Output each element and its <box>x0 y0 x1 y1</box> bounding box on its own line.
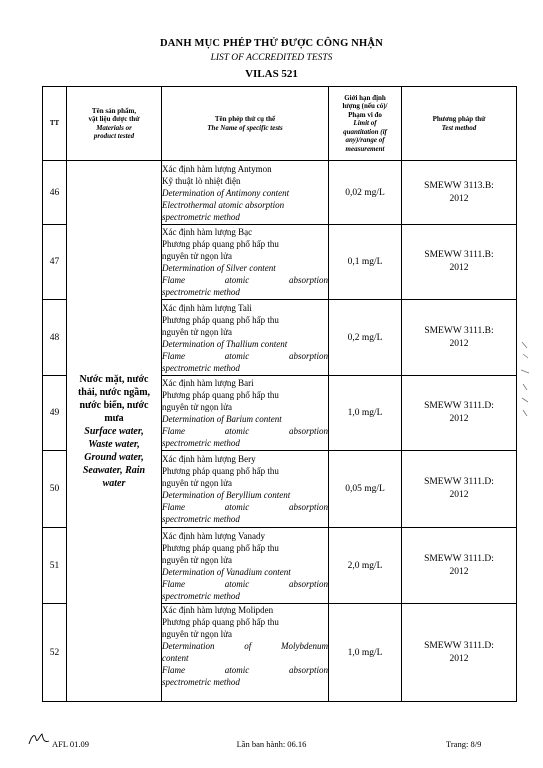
footer-issue: Lần ban hành: 06.16 <box>236 739 307 749</box>
row-number: 47 <box>43 225 67 300</box>
footer-form-code: AFL 01.09 <box>52 739 89 749</box>
col-header-limit: Giới hạn định lượng (nếu có)/ Phạm vi đo Limit of quantitation (if any)/range of measurement <box>329 87 402 161</box>
limit-cell: 0,02 mg/L <box>329 161 402 225</box>
col-header-product: Tên sản phẩm, vật liệu được thử Materials or product tested <box>67 87 162 161</box>
row-number: 52 <box>43 604 67 702</box>
footer-page-number: Trang: 8/9 <box>446 739 482 749</box>
test-name-cell: Xác định hàm lượng Antymon Kỹ thuật lò nhiệt điện Determination of Antimony content Electrothermal atomic absorption spectrometric method <box>162 161 329 225</box>
test-name-cell: Xác định hàm lượng Bạc Phương pháp quang phổ hấp thu nguyên tử ngọn lửa Determination of Silver content Flame atomic absorption spectrometric method <box>162 225 329 300</box>
vilas-code: VILAS 521 <box>245 68 298 80</box>
test-name-cell: Xác định hàm lượng Bery Phương pháp quang phổ hấp thu nguyên tử ngọn lửa Determination of Beryllium content Flame atomic absorption spectrometric method <box>162 451 329 528</box>
row-number: 48 <box>43 300 67 376</box>
table-header-row <box>43 87 517 161</box>
accredited-tests-table <box>42 86 517 702</box>
row-number: 49 <box>43 376 67 451</box>
method-cell: SMEWW 3111.B: 2012 <box>402 300 517 376</box>
page-title-en: LIST OF ACCREDITED TESTS <box>210 53 333 63</box>
limit-cell: 0,2 mg/L <box>329 300 402 376</box>
limit-cell: 2,0 mg/L <box>329 528 402 604</box>
col-header-test-name: Tên phép thử cụ thể The Name of specific tests <box>162 87 329 161</box>
method-cell: SMEWW 3111.D: 2012 <box>402 376 517 451</box>
row-number: 50 <box>43 451 67 528</box>
method-cell: SMEWW 3113.B: 2012 <box>402 161 517 225</box>
method-cell: SMEWW 3111.D: 2012 <box>402 604 517 702</box>
product-cell: Nước mặt, nước thải, nước ngầm, nước biển, nước mưa Surface water, Waste water, Ground water, Seawater, Rain water <box>67 161 162 702</box>
limit-cell: 0,1 mg/L <box>329 225 402 300</box>
test-name-cell: Xác định hàm lượng Molipden Phương pháp quang phổ hấp thu nguyên tử ngọn lửa Determination of Molybdenum content Flame atomic absorption spectrometric method <box>162 604 329 702</box>
test-name-cell: Xác định hàm lượng Tali Phương pháp quang phổ hấp thu nguyên tử ngọn lửa Determination of Thallium content Flame atomic absorption spectrometric method <box>162 300 329 376</box>
limit-cell: 0,05 mg/L <box>329 451 402 528</box>
margin-stamp-mark <box>518 340 532 420</box>
limit-cell: 1,0 mg/L <box>329 604 402 702</box>
row-number: 46 <box>43 161 67 225</box>
method-cell: SMEWW 3111.D: 2012 <box>402 528 517 604</box>
test-name-cell: Xác định hàm lượng Vanady Phương pháp quang phổ hấp thu nguyên tử ngọn lửa Determination of Vanadium content Flame atomic absorption spectrometric method <box>162 528 329 604</box>
row-number: 51 <box>43 528 67 604</box>
limit-cell: 1,0 mg/L <box>329 376 402 451</box>
table-row <box>43 161 517 225</box>
test-name-cell: Xác định hàm lượng Bari Phương pháp quang phổ hấp thu nguyên tử ngọn lửa Determination of Barium content Flame atomic absorption spectrometric method <box>162 376 329 451</box>
method-cell: SMEWW 3111.D: 2012 <box>402 451 517 528</box>
col-header-tt: TT <box>43 87 67 161</box>
method-cell: SMEWW 3111.B: 2012 <box>402 225 517 300</box>
page-title-vi: DANH MỤC PHÉP THỬ ĐƯỢC CÔNG NHẬN <box>159 38 383 49</box>
col-header-method: Phương pháp thử Test method <box>402 87 517 161</box>
